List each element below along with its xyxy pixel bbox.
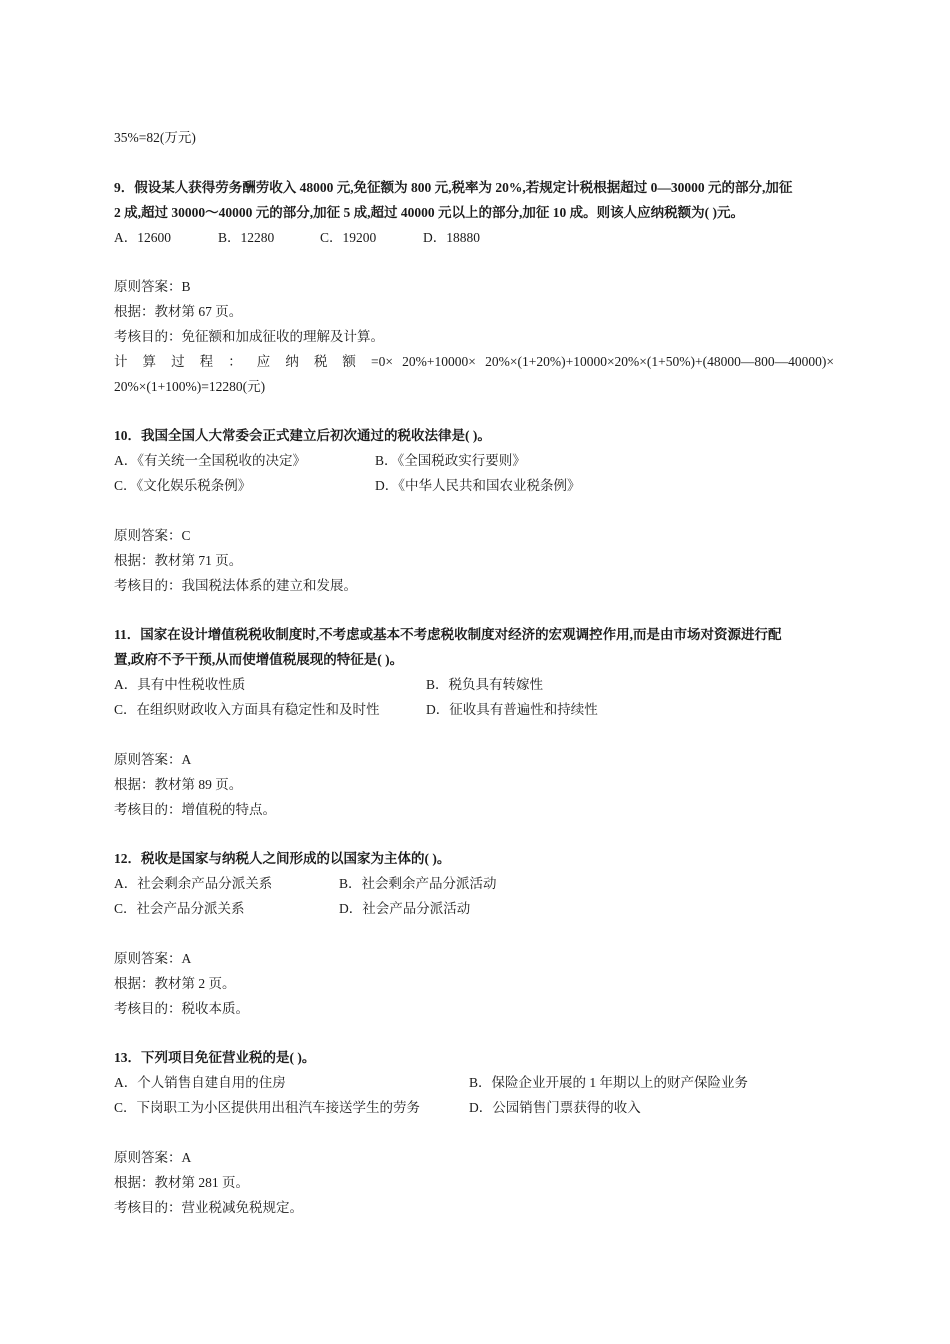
question-9-calc-line-1: 计 算 过 程 ： 应 纳 税 额 =0× 20%+10000× 20%×(1+20%)+10000×20%×(1+50%)+(48000—800—40000)× xyxy=(114,354,834,369)
question-9-option-d: D．18880 xyxy=(423,230,480,245)
question-9-purpose: 考核目的：免征额和加成征收的理解及计算。 xyxy=(114,329,384,344)
question-9-title-line-1: 9．假设某人获得劳务酬劳收入 48000 元,免征额为 800 元,税率为 20%,若规定计税根据超过 0—30000 元的部分,加征 xyxy=(114,180,793,195)
question-9-answer: 原则答案：B xyxy=(114,279,191,294)
question-13-option-a: A．个人销售自建自用的住房 xyxy=(114,1075,286,1090)
question-11-option-a: A．具有中性税收性质 xyxy=(114,677,246,692)
question-12-basis: 根据：教材第 2 页。 xyxy=(114,976,236,991)
question-12-option-b: B．社会剩余产品分派活动 xyxy=(339,876,497,891)
question-13-option-c: C．下岗职工为小区提供用出租汽车接送学生的劳务 xyxy=(114,1100,421,1115)
question-12-purpose: 考核目的：税收本质。 xyxy=(114,1001,249,1016)
question-12-option-d: D．社会产品分派活动 xyxy=(339,901,471,916)
question-11-option-d: D．征收具有普遍性和持续性 xyxy=(426,702,598,717)
question-9-basis: 根据：教材第 67 页。 xyxy=(114,304,243,319)
question-12-title: 12．税收是国家与纳税人之间形成的以国家为主体的( )。 xyxy=(114,851,451,866)
question-11-option-c: C．在组织财政收入方面具有稳定性和及时性 xyxy=(114,702,380,717)
question-12-answer: 原则答案：A xyxy=(114,951,192,966)
question-11-title-line-1: 11．国家在设计增值税税收制度时,不考虑或基本不考虑税收制度对经济的宏观调控作用,而是由市场对资源进行配 xyxy=(114,627,782,642)
question-9-title-line-2: 2 成,超过 30000～40000 元的部分,加征 5 成,超过 40000 元以上的部分,加征 10 成。则该人应纳税额为( )元。 xyxy=(114,205,744,220)
question-9-option-c: C．19200 xyxy=(320,230,377,245)
question-11-title-line-2: 置,政府不予干预,从而使增值税展现的特征是( )。 xyxy=(114,652,404,667)
question-11-basis: 根据：教材第 89 页。 xyxy=(114,777,243,792)
question-13-purpose: 考核目的：营业税减免税规定。 xyxy=(114,1200,303,1215)
question-10-basis: 根据：教材第 71 页。 xyxy=(114,553,243,568)
question-10-option-b: B．《全国税政实行要则》 xyxy=(375,453,526,468)
question-13-answer: 原则答案：A xyxy=(114,1150,192,1165)
question-13-basis: 根据：教材第 281 页。 xyxy=(114,1175,249,1190)
intro-line: 35%=82(万元) xyxy=(114,130,196,145)
question-10-answer: 原则答案：C xyxy=(114,528,191,543)
question-12-option-a: A．社会剩余产品分派关系 xyxy=(114,876,273,891)
question-10-option-a: A．《有关统一全国税收的决定》 xyxy=(114,453,306,468)
question-9-calculation xyxy=(114,352,834,372)
question-9-calc-line-2: 20%×(1+100%)=12280(元) xyxy=(114,379,266,394)
question-11-option-b: B．税负具有转嫁性 xyxy=(426,677,544,692)
question-13-option-b: B．保险企业开展的 1 年期以上的财产保险业务 xyxy=(469,1075,749,1090)
question-9-option-a: A．12600 xyxy=(114,230,171,245)
question-10-option-c: C．《文化娱乐税条例》 xyxy=(114,478,252,493)
question-10-title: 10．我国全国人大常委会正式建立后初次通过的税收法律是( )。 xyxy=(114,428,491,443)
question-11-answer: 原则答案：A xyxy=(114,752,192,767)
question-10-option-d: D．《中华人民共和国农业税条例》 xyxy=(375,478,581,493)
question-10-purpose: 考核目的：我国税法体系的建立和发展。 xyxy=(114,578,357,593)
question-13-option-d: D．公园销售门票获得的收入 xyxy=(469,1100,641,1115)
question-9-option-b: B．12280 xyxy=(218,230,275,245)
question-12-option-c: C．社会产品分派关系 xyxy=(114,901,245,916)
question-13-title: 13．下列项目免征营业税的是( )。 xyxy=(114,1050,316,1065)
question-11-purpose: 考核目的：增值税的特点。 xyxy=(114,802,276,817)
